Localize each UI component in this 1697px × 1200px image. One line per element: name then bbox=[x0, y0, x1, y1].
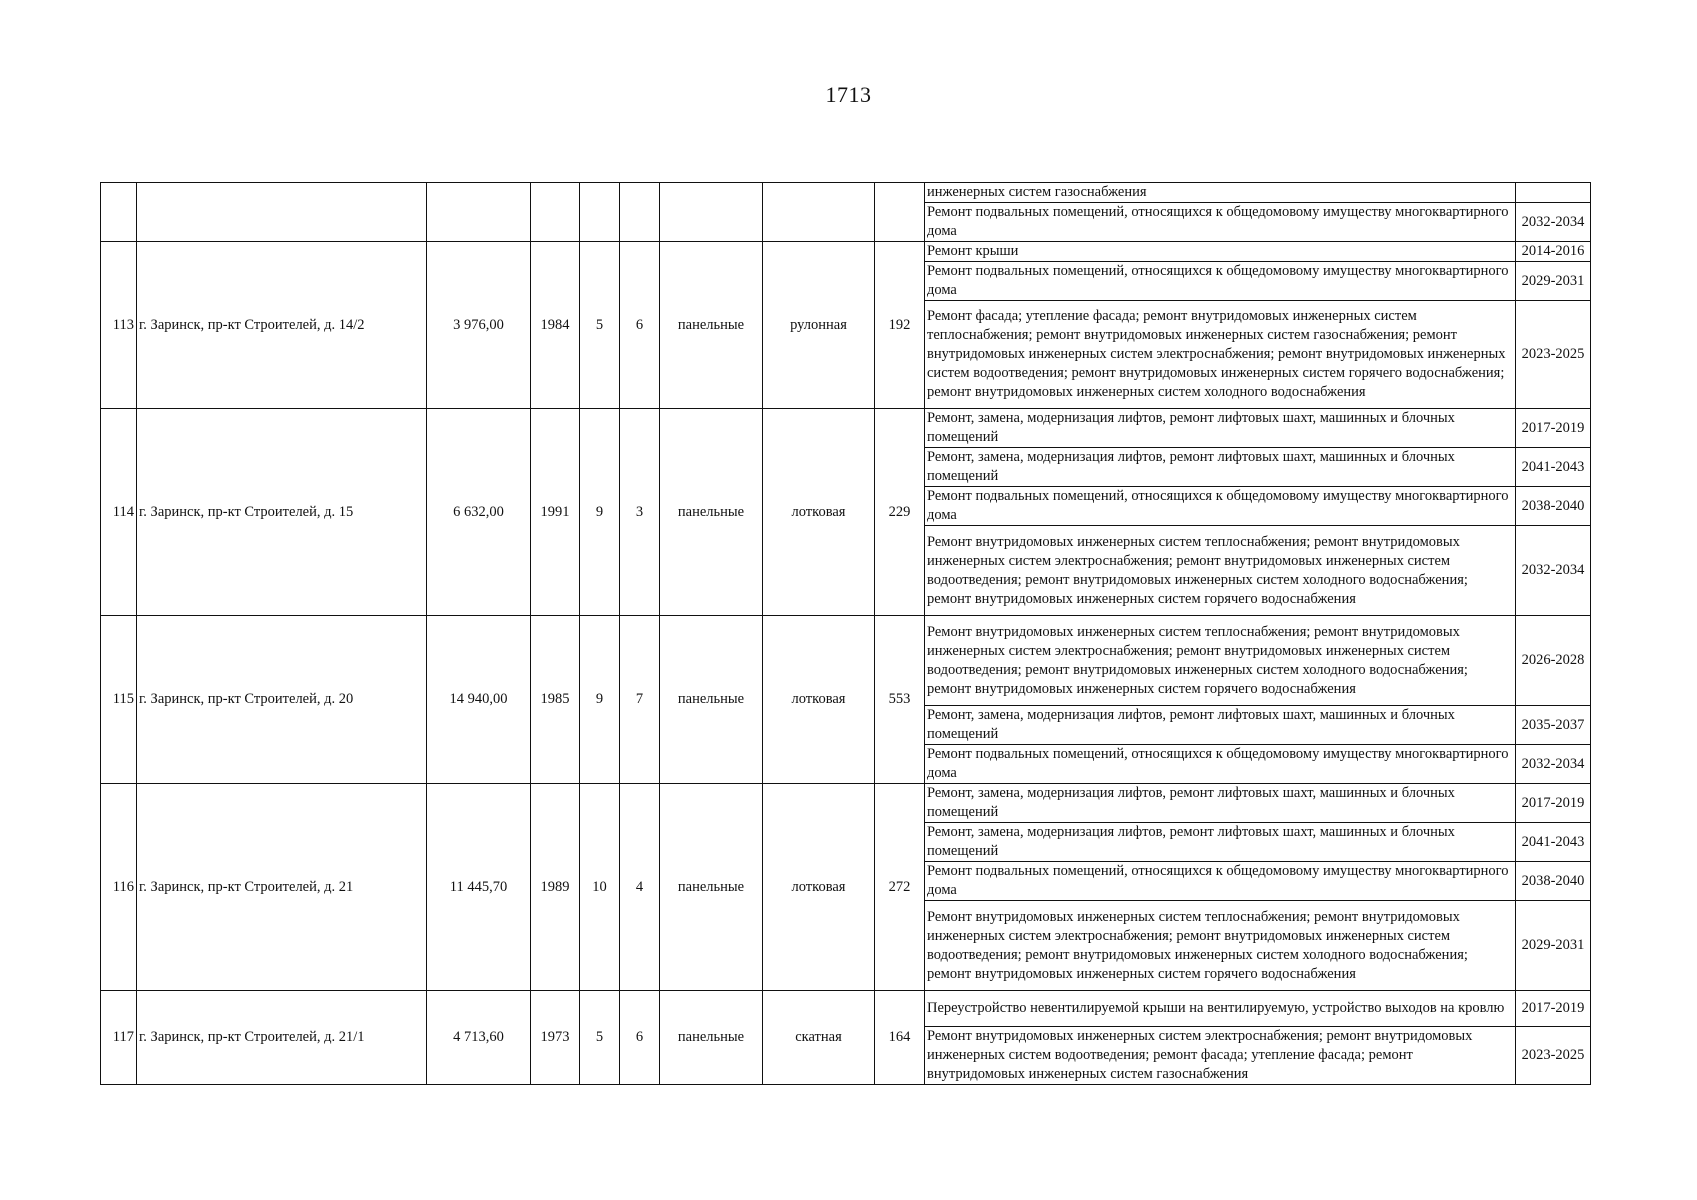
row-number: 117 bbox=[101, 991, 137, 1085]
work-period: 2035-2037 bbox=[1516, 706, 1591, 745]
wall-material: панельные bbox=[660, 242, 763, 409]
building-address: г. Заринск, пр-кт Строителей, д. 14/2 bbox=[137, 242, 427, 409]
work-description: Ремонт подвальных помещений, относящихся к общедомовому имуществу многоквартирного дома bbox=[925, 745, 1516, 784]
building-address bbox=[137, 183, 427, 242]
building-area: 4 713,60 bbox=[427, 991, 531, 1085]
building-address: г. Заринск, пр-кт Строителей, д. 21/1 bbox=[137, 991, 427, 1085]
wall-material: панельные bbox=[660, 409, 763, 616]
work-period: 2032-2034 bbox=[1516, 203, 1591, 242]
entrances-count: 7 bbox=[620, 616, 660, 784]
building-area: 11 445,70 bbox=[427, 784, 531, 991]
roof-type: скатная bbox=[763, 991, 875, 1085]
entrances-count: 3 bbox=[620, 409, 660, 616]
roof-type: лотковая bbox=[763, 409, 875, 616]
construction-year: 1985 bbox=[531, 616, 580, 784]
work-period: 2014-2016 bbox=[1516, 242, 1591, 262]
work-period: 2038-2040 bbox=[1516, 487, 1591, 526]
residents-count: 164 bbox=[875, 991, 925, 1085]
floors-count: 9 bbox=[580, 616, 620, 784]
building-area: 3 976,00 bbox=[427, 242, 531, 409]
work-period: 2032-2034 bbox=[1516, 745, 1591, 784]
work-period: 2041-2043 bbox=[1516, 823, 1591, 862]
building-address: г. Заринск, пр-кт Строителей, д. 15 bbox=[137, 409, 427, 616]
row-number bbox=[101, 183, 137, 242]
roof-type bbox=[763, 183, 875, 242]
residents-count bbox=[875, 183, 925, 242]
work-description: Ремонт, замена, модернизация лифтов, ремонт лифтовых шахт, машинных и блочных помещений bbox=[925, 448, 1516, 487]
work-description: Ремонт внутридомовых инженерных систем теплоснабжения; ремонт внутридомовых инженерных систем электроснабжения; ремонт внутридомовых инженерных систем водоотведения; ремонт внутридомовых инженерных систем холодного водоснабжения; ремонт внутридомовых инженерных систем горячего водоснабжения bbox=[925, 526, 1516, 616]
entrances-count bbox=[620, 183, 660, 242]
work-period: 2017-2019 bbox=[1516, 409, 1591, 448]
residents-count: 192 bbox=[875, 242, 925, 409]
building-area: 14 940,00 bbox=[427, 616, 531, 784]
work-period: 2026-2028 bbox=[1516, 616, 1591, 706]
work-description: Ремонт подвальных помещений, относящихся к общедомовому имуществу многоквартирного дома bbox=[925, 262, 1516, 301]
work-description: Ремонт крыши bbox=[925, 242, 1516, 262]
work-period bbox=[1516, 183, 1591, 203]
building-address: г. Заринск, пр-кт Строителей, д. 21 bbox=[137, 784, 427, 991]
roof-type: рулонная bbox=[763, 242, 875, 409]
row-number: 114 bbox=[101, 409, 137, 616]
residents-count: 272 bbox=[875, 784, 925, 991]
wall-material: панельные bbox=[660, 784, 763, 991]
work-description: Ремонт внутридомовых инженерных систем теплоснабжения; ремонт внутридомовых инженерных систем электроснабжения; ремонт внутридомовых инженерных систем водоотведения; ремонт внутридомовых инженерных систем холодного водоснабжения; ремонт внутридомовых инженерных систем горячего водоснабжения bbox=[925, 901, 1516, 991]
capital-repair-table bbox=[100, 182, 1591, 1085]
work-description: Ремонт фасада; утепление фасада; ремонт внутридомовых инженерных систем теплоснабжения; ремонт внутридомовых инженерных систем газоснабжения; ремонт внутридомовых инженерных систем электроснабжения; ремонт внутридомовых инженерных систем водоотведения; ремонт внутридомовых инженерных систем горячего водоснабжения; ремонт внутридомовых инженерных систем холодного водоснабжения bbox=[925, 301, 1516, 409]
row-number: 115 bbox=[101, 616, 137, 784]
table-row bbox=[101, 784, 1591, 823]
table-row bbox=[101, 242, 1591, 262]
floors-count: 10 bbox=[580, 784, 620, 991]
page-number: 1713 bbox=[825, 82, 872, 107]
work-period: 2023-2025 bbox=[1516, 301, 1591, 409]
row-number: 116 bbox=[101, 784, 137, 991]
work-period: 2023-2025 bbox=[1516, 1027, 1591, 1085]
entrances-count: 4 bbox=[620, 784, 660, 991]
wall-material: панельные bbox=[660, 616, 763, 784]
work-description: Ремонт подвальных помещений, относящихся к общедомовому имуществу многоквартирного дома bbox=[925, 862, 1516, 901]
construction-year: 1991 bbox=[531, 409, 580, 616]
entrances-count: 6 bbox=[620, 991, 660, 1085]
work-description: Ремонт внутридомовых инженерных систем теплоснабжения; ремонт внутридомовых инженерных систем электроснабжения; ремонт внутридомовых инженерных систем водоотведения; ремонт внутридомовых инженерных систем холодного водоснабжения; ремонт внутридомовых инженерных систем горячего водоснабжения bbox=[925, 616, 1516, 706]
construction-year: 1973 bbox=[531, 991, 580, 1085]
work-description: Ремонт, замена, модернизация лифтов, ремонт лифтовых шахт, машинных и блочных помещений bbox=[925, 823, 1516, 862]
roof-type: лотковая bbox=[763, 784, 875, 991]
work-period: 2038-2040 bbox=[1516, 862, 1591, 901]
work-period: 2041-2043 bbox=[1516, 448, 1591, 487]
floors-count: 9 bbox=[580, 409, 620, 616]
work-period: 2017-2019 bbox=[1516, 991, 1591, 1027]
construction-year: 1989 bbox=[531, 784, 580, 991]
construction-year bbox=[531, 183, 580, 242]
work-period: 2029-2031 bbox=[1516, 262, 1591, 301]
floors-count: 5 bbox=[580, 242, 620, 409]
wall-material: панельные bbox=[660, 991, 763, 1085]
table-row bbox=[101, 616, 1591, 706]
work-description: Ремонт, замена, модернизация лифтов, ремонт лифтовых шахт, машинных и блочных помещений bbox=[925, 706, 1516, 745]
entrances-count: 6 bbox=[620, 242, 660, 409]
row-number: 113 bbox=[101, 242, 137, 409]
work-description: инженерных систем газоснабжения bbox=[925, 183, 1516, 203]
building-area: 6 632,00 bbox=[427, 409, 531, 616]
work-description: Ремонт подвальных помещений, относящихся к общедомовому имуществу многоквартирного дома bbox=[925, 203, 1516, 242]
work-period: 2032-2034 bbox=[1516, 526, 1591, 616]
wall-material bbox=[660, 183, 763, 242]
work-period: 2029-2031 bbox=[1516, 901, 1591, 991]
residents-count: 229 bbox=[875, 409, 925, 616]
work-description: Ремонт внутридомовых инженерных систем электроснабжения; ремонт внутридомовых инженерных систем водоотведения; ремонт фасада; утепление фасада; ремонт внутридомовых инженерных систем газоснабжения bbox=[925, 1027, 1516, 1085]
work-period: 2017-2019 bbox=[1516, 784, 1591, 823]
table-row bbox=[101, 183, 1591, 203]
work-description: Переустройство невентилируемой крыши на вентилируемую, устройство выходов на кровлю bbox=[925, 991, 1516, 1027]
roof-type: лотковая bbox=[763, 616, 875, 784]
construction-year: 1984 bbox=[531, 242, 580, 409]
building-address: г. Заринск, пр-кт Строителей, д. 20 bbox=[137, 616, 427, 784]
floors-count bbox=[580, 183, 620, 242]
table-row bbox=[101, 409, 1591, 448]
floors-count: 5 bbox=[580, 991, 620, 1085]
residents-count: 553 bbox=[875, 616, 925, 784]
building-area bbox=[427, 183, 531, 242]
work-description: Ремонт, замена, модернизация лифтов, ремонт лифтовых шахт, машинных и блочных помещений bbox=[925, 409, 1516, 448]
work-description: Ремонт, замена, модернизация лифтов, ремонт лифтовых шахт, машинных и блочных помещений bbox=[925, 784, 1516, 823]
table-row bbox=[101, 991, 1591, 1027]
work-description: Ремонт подвальных помещений, относящихся к общедомовому имуществу многоквартирного дома bbox=[925, 487, 1516, 526]
